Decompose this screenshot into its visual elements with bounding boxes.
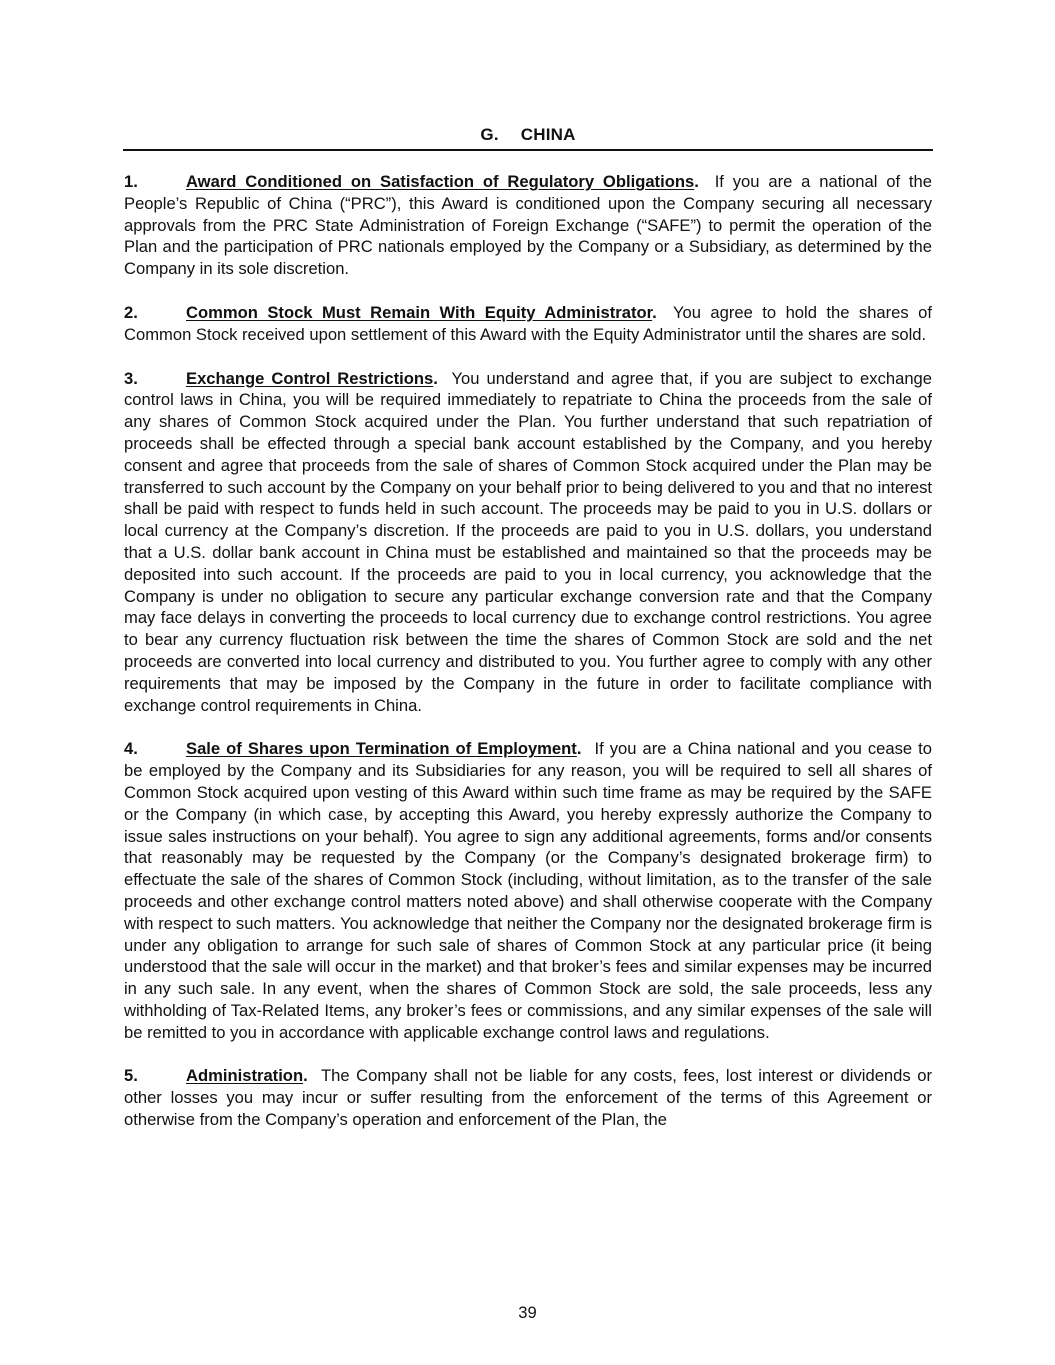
page-number: 39 [518,1303,537,1322]
section-title: CHINA [520,125,576,144]
heading-rule [123,149,933,151]
clause-body: You understand and agree that, if you are subject to exchange control laws in China, you will be required immediately to repatriate to China the proceeds from the sale of any shares of Common Stock acquired under the Plan. You further understand that such repatriation of proceeds shall be effected through a special bank account established by the Company, and you hereby consent and agree that proceeds from the sale of shares of Common Stock acquired under the Plan may be transferred to such account by the Company on your behalf prior to being delivered to you and that no interest shall be paid with respect to funds held in such account. The proceeds may be paid to you in U.S. dollars or local currency at the Company’s discretion. If the proceeds are paid to you in U.S. dollars, you understand that a U.S. dollar bank account in China must be established and maintained so that the proceeds may be deposited into such account. If the proceeds are paid to you in local currency, you acknowledge that the Company is under no obligation to secure any particular exchange conversion rate and that the Company may face delays in converting the proceeds to local currency due to exchange control restrictions. You agree to bear any currency fluctuation risk between the time the shares of Common Stock are sold and the net proceeds are converted into local currency and distributed to you. You further agree to comply with any other requirements that may be imposed by the Company in the future in order to facilitate compliance with exchange control requirements in China. [124,368,933,715]
clause-title: Administration [186,1066,304,1086]
clause-body: If you are a China national and you cease to be employed by the Company and its Subsidiaries for any reason, you will be required to sell all shares of Common Stock acquired upon vesting of this Award within such time frame as may be required by the SAFE or the Company (in which case, by accepting this Award, you hereby expressly authorize the Company to issue sales instructions on your behalf). You agree to sign any additional agreements, forms and/or consents that reasonably may be requested by the Company (or the Company’s designated brokerage firm) to effectuate the sale of the shares of Common Stock (including, without limitation, as to the transfer of the sale proceeds and other exchange control matters noted above) and shall otherwise cooperate with the Company with respect to such matters. You acknowledge that neither the Company nor the designated brokerage firm is under any obligation to arrange for such sale of shares of Common Stock at any particular price (it being understood that the sale will occur in the market) and that broker’s fees and similar expenses may be incurred in any such sale. In any event, when the shares of Common Stock are sold, the sale proceeds, less any withholding of Tax-Related Items, any broker’s fees or commissions, and any similar expenses of the sale will be remitted to you in accordance with applicable exchange control laws and regulations. [124,739,932,1042]
clause-4: 4. Sale of Shares upon Termination of Employment. If you are a China national and you cease to be employed by the Company and its Subsidiaries for any reason, you will be required to sell all shares of Common Stock acquired upon vesting of this Award within such time frame as may be required by the SAFE or the Company (in which case, by accepting this Award, you hereby expressly authorize the Company to issue sales instructions on your behalf). You agree to sign any additional agreements, forms and/or consents that reasonably may be requested by the Company (or the Company’s designated brokerage firm) to effectuate the sale of the shares of Common Stock (including, without limitation, as to the transfer of the sale proceeds and other exchange control matters noted above) and shall otherwise cooperate with the Company with respect to such matters. You acknowledge that neither the Company nor the designated brokerage firm is under any obligation to arrange for such sale of shares of Common Stock at any particular price (it being understood that the sale will occur in the market) and that broker’s fees and similar expenses may be incurred in any such sale. In any event, when the shares of Common Stock are sold, the sale proceeds, less any withholding of Tax-Related Items, any broker’s fees or commissions, and any similar expenses of the sale will be remitted to you in accordance with applicable exchange control laws and regulations. [124,739,932,1042]
clause-number: 2. [124,302,138,322]
section-letter: G. [480,125,499,144]
clause-5: 5. Administration. The Company shall not be liable for any costs, fees, lost interest or dividends or other losses you may incur or suffer resulting from the enforcement of the terms of this Agreement or otherwise from the Company’s operation and enforcement of the Plan, the [124,1066,932,1130]
clause-title: Common Stock Must Remain With Equity Administrator [186,302,653,322]
clause-number: 4. [124,739,138,759]
clause-title: Exchange Control Restrictions [186,368,434,388]
section-heading [123,124,933,149]
clause-3: 3. Exchange Control Restrictions. You understand and agree that, if you are subject to exchange control laws in China, you will be required immediately to repatriate to China the proceeds from the sale of any shares of Common Stock acquired under the Plan. You further understand that such repatriation of proceeds shall be effected through a special bank account established by the Company, and you hereby consent and agree that proceeds from the sale of shares of Common Stock acquired under the Plan may be transferred to such account by the Company on your behalf prior to being delivered to you and that no interest shall be paid with respect to funds held in such account. The proceeds may be paid to you in U.S. dollars or local currency at the Company’s discretion. If the proceeds are paid to you in U.S. dollars, you understand that a U.S. dollar bank account in China must be established and maintained so that the proceeds may be deposited into such account. If the proceeds are paid to you in local currency, you acknowledge that the Company is under no obligation to secure any particular exchange conversion rate and that the Company may face delays in converting the proceeds to local currency due to exchange control restrictions. You agree to bear any currency fluctuation risk between the time the shares of Common Stock are sold and the net proceeds are converted into local currency and distributed to you. You further agree to comply with any other requirements that may be imposed by the Company in the future in order to facilitate compliance with exchange control requirements in China. [124,368,933,715]
section-header [123,124,933,151]
clause-number: 5. [124,1066,138,1086]
document-body [124,171,932,1153]
clause-number: 1. [124,172,138,191]
clause-title: Sale of Shares upon Termination of Employment [186,739,577,759]
clause-2: 2. Common Stock Must Remain With Equity Administrator. You agree to hold the shares of Common Stock received upon settlement of this Award with the Equity Administrator until the shares are sold. [124,302,932,344]
clause-title: Award Conditioned on Satisfaction of Regulatory Obligations [186,172,695,191]
clause-number: 3. [124,368,138,388]
clause-1: 1. Award Conditioned on Satisfaction of Regulatory Obligations. If you are a national of the People’s Republic of China (“PRC”), this Award is conditioned upon the Company securing all necessary approvals from the PRC State Administration of Foreign Exchange (“SAFE”) to permit the operation of the Plan and the participation of PRC nationals employed by the Company or a Subsidiary, as determined by the Company in its sole discretion. [124,172,932,279]
clause-body: The Company shall not be liable for any costs, fees, lost interest or dividends or other losses you may incur or suffer resulting from the enforcement of the terms of this Agreement or otherwise from the Company’s operation and enforcement of the Plan, the [124,1066,932,1130]
clause-body: If you are a national of the People’s Republic of China (“PRC”), this Award is conditioned upon the Company securing all necessary approvals from the PRC State Administration of Foreign Exchange (“SAFE”) to permit the operation of the Plan and the participation of PRC nationals employed by the Company or a Subsidiary, as determined by the Company in its sole discretion. [124,172,932,279]
clause-body: You agree to hold the shares of Common Stock received upon settlement of this Award with the Equity Administrator until the shares are sold. [124,302,932,344]
